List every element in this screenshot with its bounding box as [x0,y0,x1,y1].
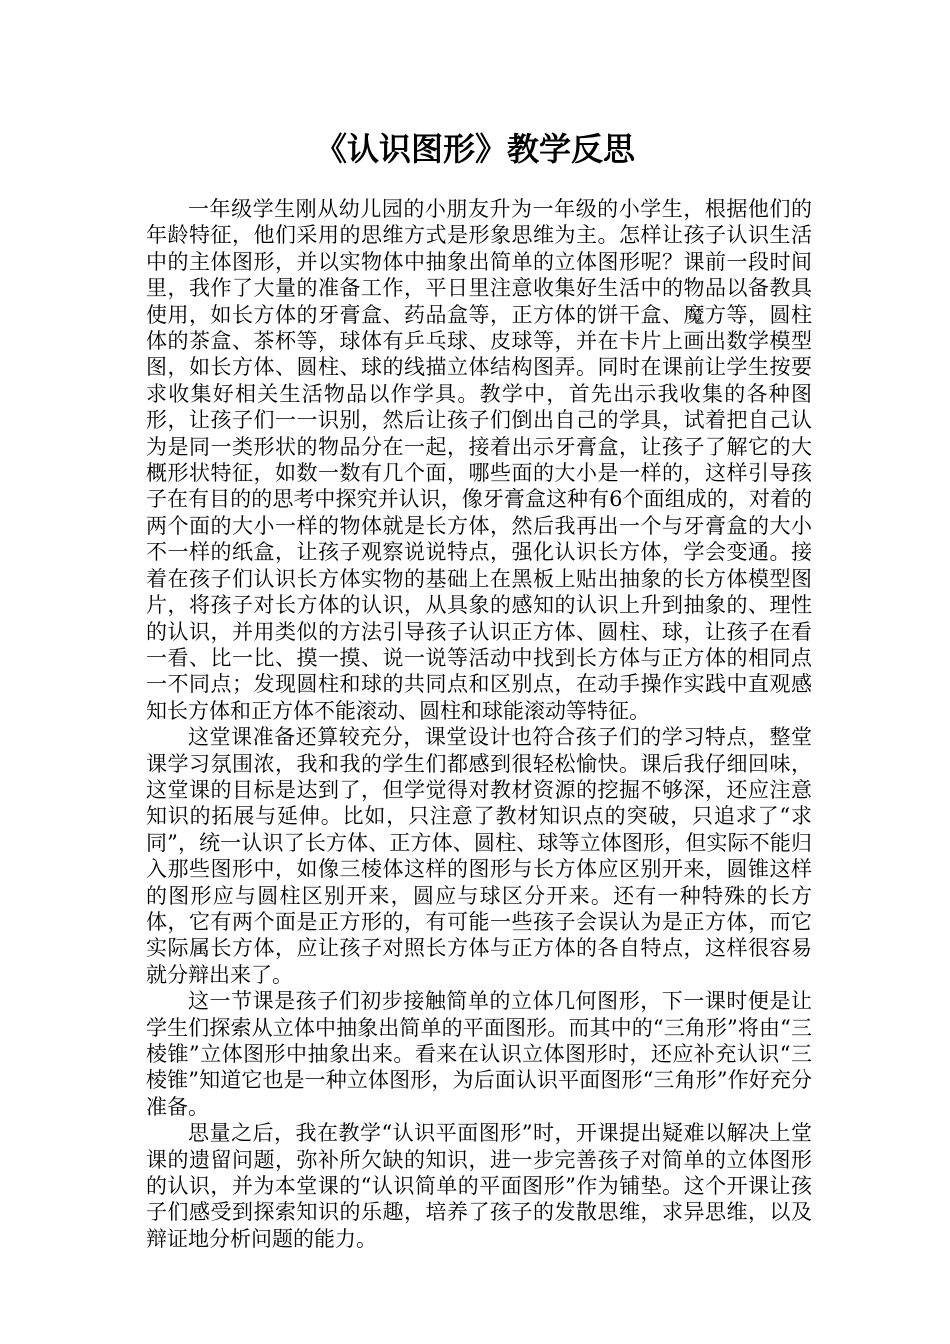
document-body [146,196,812,1252]
paragraph-4: 思量之后，我在教学“认识平面图形”时，开课提出疑难以解决上堂课的遗留问题，弥补所欠缺的知识，进一步完善孩子对简单的立体图形的认识，并为本堂课的“认识简单的平面图形”作为铺垫。这个开课让孩子们感受到探索知识的乐趣，培养了孩子的发散思维，求异思维，以及辩证地分析问题的能力。 [146,1121,812,1251]
paragraph-1: 一年级学生刚从幼儿园的小朋友升为一年级的小学生，根据他们的年龄特征，他们采用的思维方式是形象思维为主。怎样让孩子认识生活中的主体图形，并以实物体中抽象出简单的立体图形呢？课前一段时间里，我作了大量的准备工作，平日里注意收集好生活中的物品以备教具使用，如长方体的牙膏盒、药品盒等，正方体的饼干盒、魔方等，圆柱体的茶盒、茶杯等，球体有乒乓球、皮球等，并在卡片上画出数学模型图，如长方体、圆柱、球的线描立体结构图弄。同时在课前让学生按要求收集好相关生活物品以作学具。教学中，首先出示我收集的各种图形，让孩子们一一识别，然后让孩子们倒出自己的学具，试着把自己认为是同一类形状的物品分在一起，接着出示牙膏盒，让孩子了解它的大概形状特征，如数一数有几个面，哪些面的大小是一样的，这样引导孩子在有目的的思考中探究并认识，像牙膏盒这种有6个面组成的，对着的两个面的大小一样的物体就是长方体，然后我再出一个与牙膏盒的大小不一样的纸盒，让孩子观察说说特点，强化认识长方体，学会变通。接着在孩子们认识长方体实物的基础上在黑板上贴出抽象的长方体模型图片，将孩子对长方体的认识，从具象的感知的认识上升到抽象的、理性的认识，并用类似的方法引导孩子认识正方体、圆柱、球，让孩子在看一看、比一比、摸一摸、说一说等活动中找到长方体与正方体的相同点一不同点；发现圆柱和球的共同点和区别点，在动手操作实践中直观感知长方体和正方体不能滚动、圆柱和球能滚动等特征。 [146,197,812,723]
document-title: 《认识图形》教学反思 [314,130,635,168]
paragraph-2: 这堂课准备还算较充分，课堂设计也符合孩子们的学习特点，整堂课学习氛围浓，我和我的学生们都感到很轻松愉快。课后我仔细回味，这堂课的目标是达到了，但学觉得对教材资源的挖掘不够深，还应注意知识的拓展与延伸。比如，只注意了教材知识点的突破，只追求了“求同”，统一认识了长方体、正方体、圆柱、球等立体图形，但实际不能归入那些图形中，如像三棱体这样的图形与长方体应区别开来，圆锥这样的图形应与圆柱区别开来，圆应与球区分开来。还有一种特殊的长方体，它有两个面是正方形的，有可能一些孩子会误认为是正方体，而它实际属长方体，应让孩子对照长方体与正方体的各自特点，这样很容易就分辩出来了。 [146,725,812,987]
paragraph-3: 这一节课是孩子们初步接触简单的立体几何图形，下一课时便是让学生们探索从立体中抽象出简单的平面图形。而其中的“三角形”将由“三棱锥”立体图形中抽象出来。看来在认识立体图形时，还应补充认识“三棱锥”知道它也是一种立体图形，为后面认识平面图形“三角形”作好充分准备。 [146,989,812,1119]
